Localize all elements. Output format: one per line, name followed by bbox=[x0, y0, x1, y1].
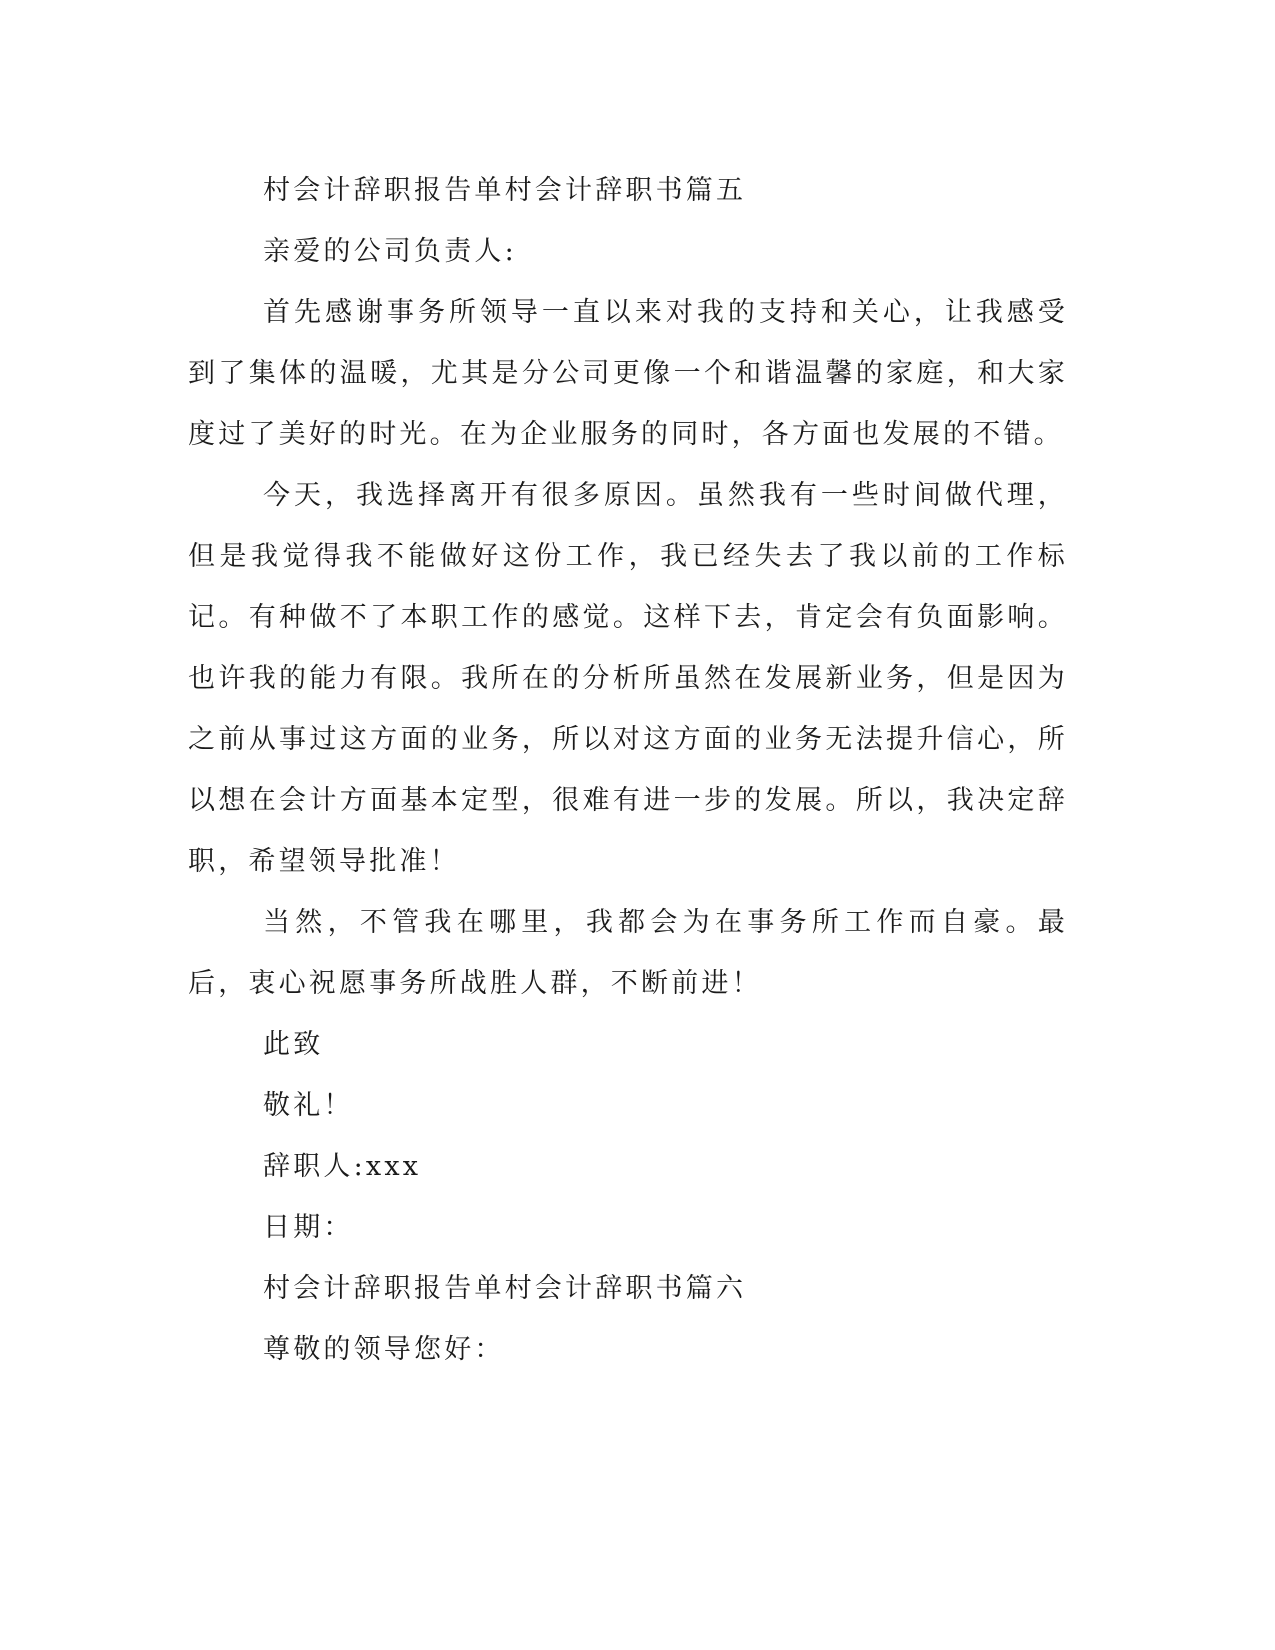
signature-line: 辞职人:xxx bbox=[263, 1151, 422, 1182]
body-paragraph-2: 今天，我选择离开有很多原因。虽然我有一些时间做代理，但是我觉得我不能做好这份工作，我已经失去了我以前的工作标记。有种做不了本职工作的感觉。这样下去，肯定会有负面影响。也许我的能力有限。我所在的分析所虽然在发展新业务，但是因为之前从事过这方面的业务，所以对这方面的业务无法提升信心，所以想在会计方面基本定型，很难有进一步的发展。所以，我决定辞职，希望领导批准！ bbox=[188, 480, 1068, 877]
body-paragraph-1: 首先感谢事务所领导一直以来对我的支持和关心，让我感受到了集体的温暖，尤其是分公司更像一个和谐温馨的家庭，和大家度过了美好的时光。在为企业服务的同时，各方面也发展的不错。 bbox=[188, 297, 1068, 450]
date-line: 日期： bbox=[263, 1212, 354, 1243]
closing-line-1: 此致 bbox=[263, 1029, 324, 1060]
salutation-6: 尊敬的领导您好： bbox=[263, 1334, 505, 1365]
document-body bbox=[188, 160, 1068, 1380]
section-heading-5: 村会计辞职报告单村会计辞职书篇五 bbox=[263, 175, 747, 206]
salutation-5: 亲爱的公司负责人: bbox=[263, 236, 517, 267]
closing-line-2: 敬礼！ bbox=[263, 1090, 354, 1121]
section-heading-6: 村会计辞职报告单村会计辞职书篇六 bbox=[263, 1273, 747, 1304]
body-paragraph-3: 当然，不管我在哪里，我都会为在事务所工作而自豪。最后，衷心祝愿事务所战胜人群，不断前进！ bbox=[188, 907, 1068, 999]
